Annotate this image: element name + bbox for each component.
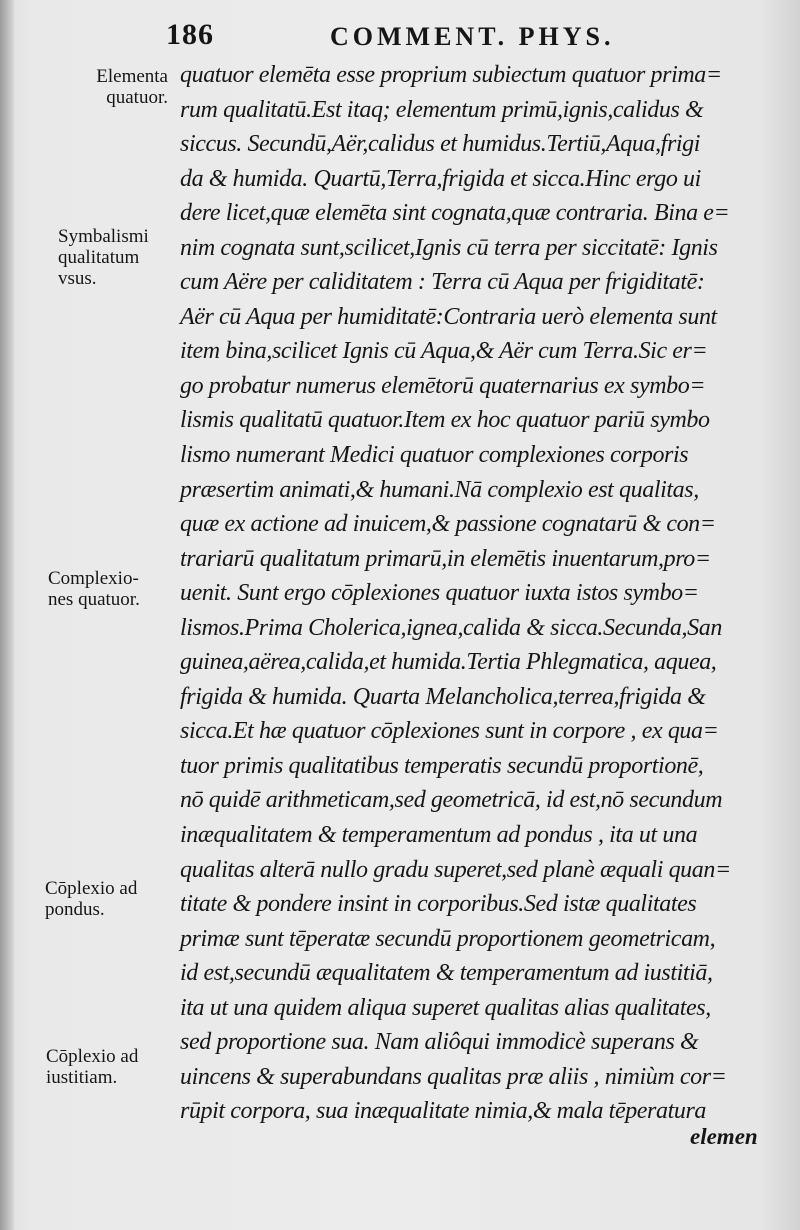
text-line: tuor primis qualitatibus temperatis secundū proportionē, [180,752,704,779]
text-line: sicca.Et hæ quatuor cōplexiones sunt in corpore , ex qua= [180,718,719,745]
text-line: trariarū qualitatum primarū,in elemētis inuentarum,pro= [180,545,711,572]
text-line: titate & pondere insint in corporibus.Sed istæ qualitates [180,891,697,918]
margin-note-symbalismi [58,226,149,289]
text-line: lismos.Prima Cholerica,ignea,calida & sicca.Secunda,San [180,614,722,641]
text-line: guinea,aërea,calida,et humida.Tertia Phlegmatica, aquea, [180,649,717,676]
margin-note-complexiones [48,568,140,610]
margin-note-pondus [45,878,137,920]
margin-note-line: Cōplexio ad [45,878,138,899]
text-line: uenit. Sunt ergo cōplexiones quatuor iuxta istos symbo= [180,580,699,607]
margin-note-line: qualitatum [58,247,140,268]
catchword: elemen [690,1124,758,1149]
text-line: rūpit corpora, sua inæqualitate nimia,& mala tēperatura [180,1098,707,1125]
body-text [180,58,774,1129]
page-number: 186 [166,18,214,51]
text-line: nim cognata sunt,scilicet,Ignis cū terra per siccitatē: Ignis [180,234,718,261]
margin-note-elementa [76,66,168,108]
margin-note-line: Symbalismi [58,226,149,247]
text-line: nō quidē arithmeticam,sed geometricā, id est,nō secundum [180,787,723,814]
text-line: quatuor elemēta esse proprium subiectum quatuor prima= [180,62,722,88]
text-line: dere licet,quæ elemēta sint cognata,quæ contraria. Bina e= [180,200,730,227]
text-line: inæqualitatem & temperamentum ad pondus , ita ut una [180,822,698,849]
text-line: rum qualitatū.Est itaq; elementum primū,ignis,calidus & [180,96,704,123]
text-line: da & humida. Quartū,Terra,frigida et sicca.Hinc ergo ui [180,165,701,192]
text-line: lismo numerant Medici quatuor complexiones corporis [180,442,689,469]
margin-note-line: vsus. [58,268,97,289]
text-line: id est,secundū æqualitatem & temperamentum ad iustitiā, [180,960,713,987]
text-line: præsertim animati,& humani.Nā complexio est qualitas, [180,476,699,503]
text-line: quæ ex actione ad inuicem,& passione cognatarū & con= [180,511,716,538]
margin-note-line: Elementa [96,66,168,87]
text-line: Aër cū Aqua per humiditatē:Contraria uerò elementa sunt [180,303,717,330]
margin-note-line: nes quatuor. [48,589,140,610]
text-line: primæ sunt tēperatæ secundū proportionem geometricam, [180,925,716,952]
text-line: siccus. Secundū,Aër,calidus et humidus.Tertiū,Aqua,frigi [180,131,701,158]
text-line: cum Aëre per caliditatem : Terra cū Aqua per frigiditatē: [180,269,705,296]
margin-note-line: quatuor. [106,87,168,108]
text-line: item bina,scilicet Ignis cū Aqua,& Aër cum Terra.Sic er= [180,338,708,365]
running-head: COMMENT. PHYS. [330,22,615,51]
text-line: ita ut una quidem aliqua superet qualitas alias qualitates, [180,994,711,1021]
text-line: uincens & superabundans qualitas præ aliis , nimiùm cor= [180,1063,727,1090]
margin-note-line: iustitiam. [46,1067,118,1088]
margin-note-iustitiam [46,1046,138,1088]
binding-gutter [0,0,14,1230]
margin-note-line: pondus. [45,899,105,920]
text-line: frigida & humida. Quarta Melancholica,terrea,frigida & [180,683,706,710]
text-line: qualitas alterā nullo gradu superet,sed planè æquali quan= [180,856,731,883]
margin-note-line: Cōplexio ad [46,1046,139,1067]
page-header [0,14,800,54]
text-line: sed proportione sua. Nam aliôqui immodicè superans & [180,1029,699,1056]
text-line: go probatur numerus elemētorū quaternarius ex symbo= [180,372,706,399]
margin-note-line: Complexio- [48,568,139,589]
text-line: lismis qualitatū quatuor.Item ex hoc quatuor pariū symbo [180,407,710,434]
